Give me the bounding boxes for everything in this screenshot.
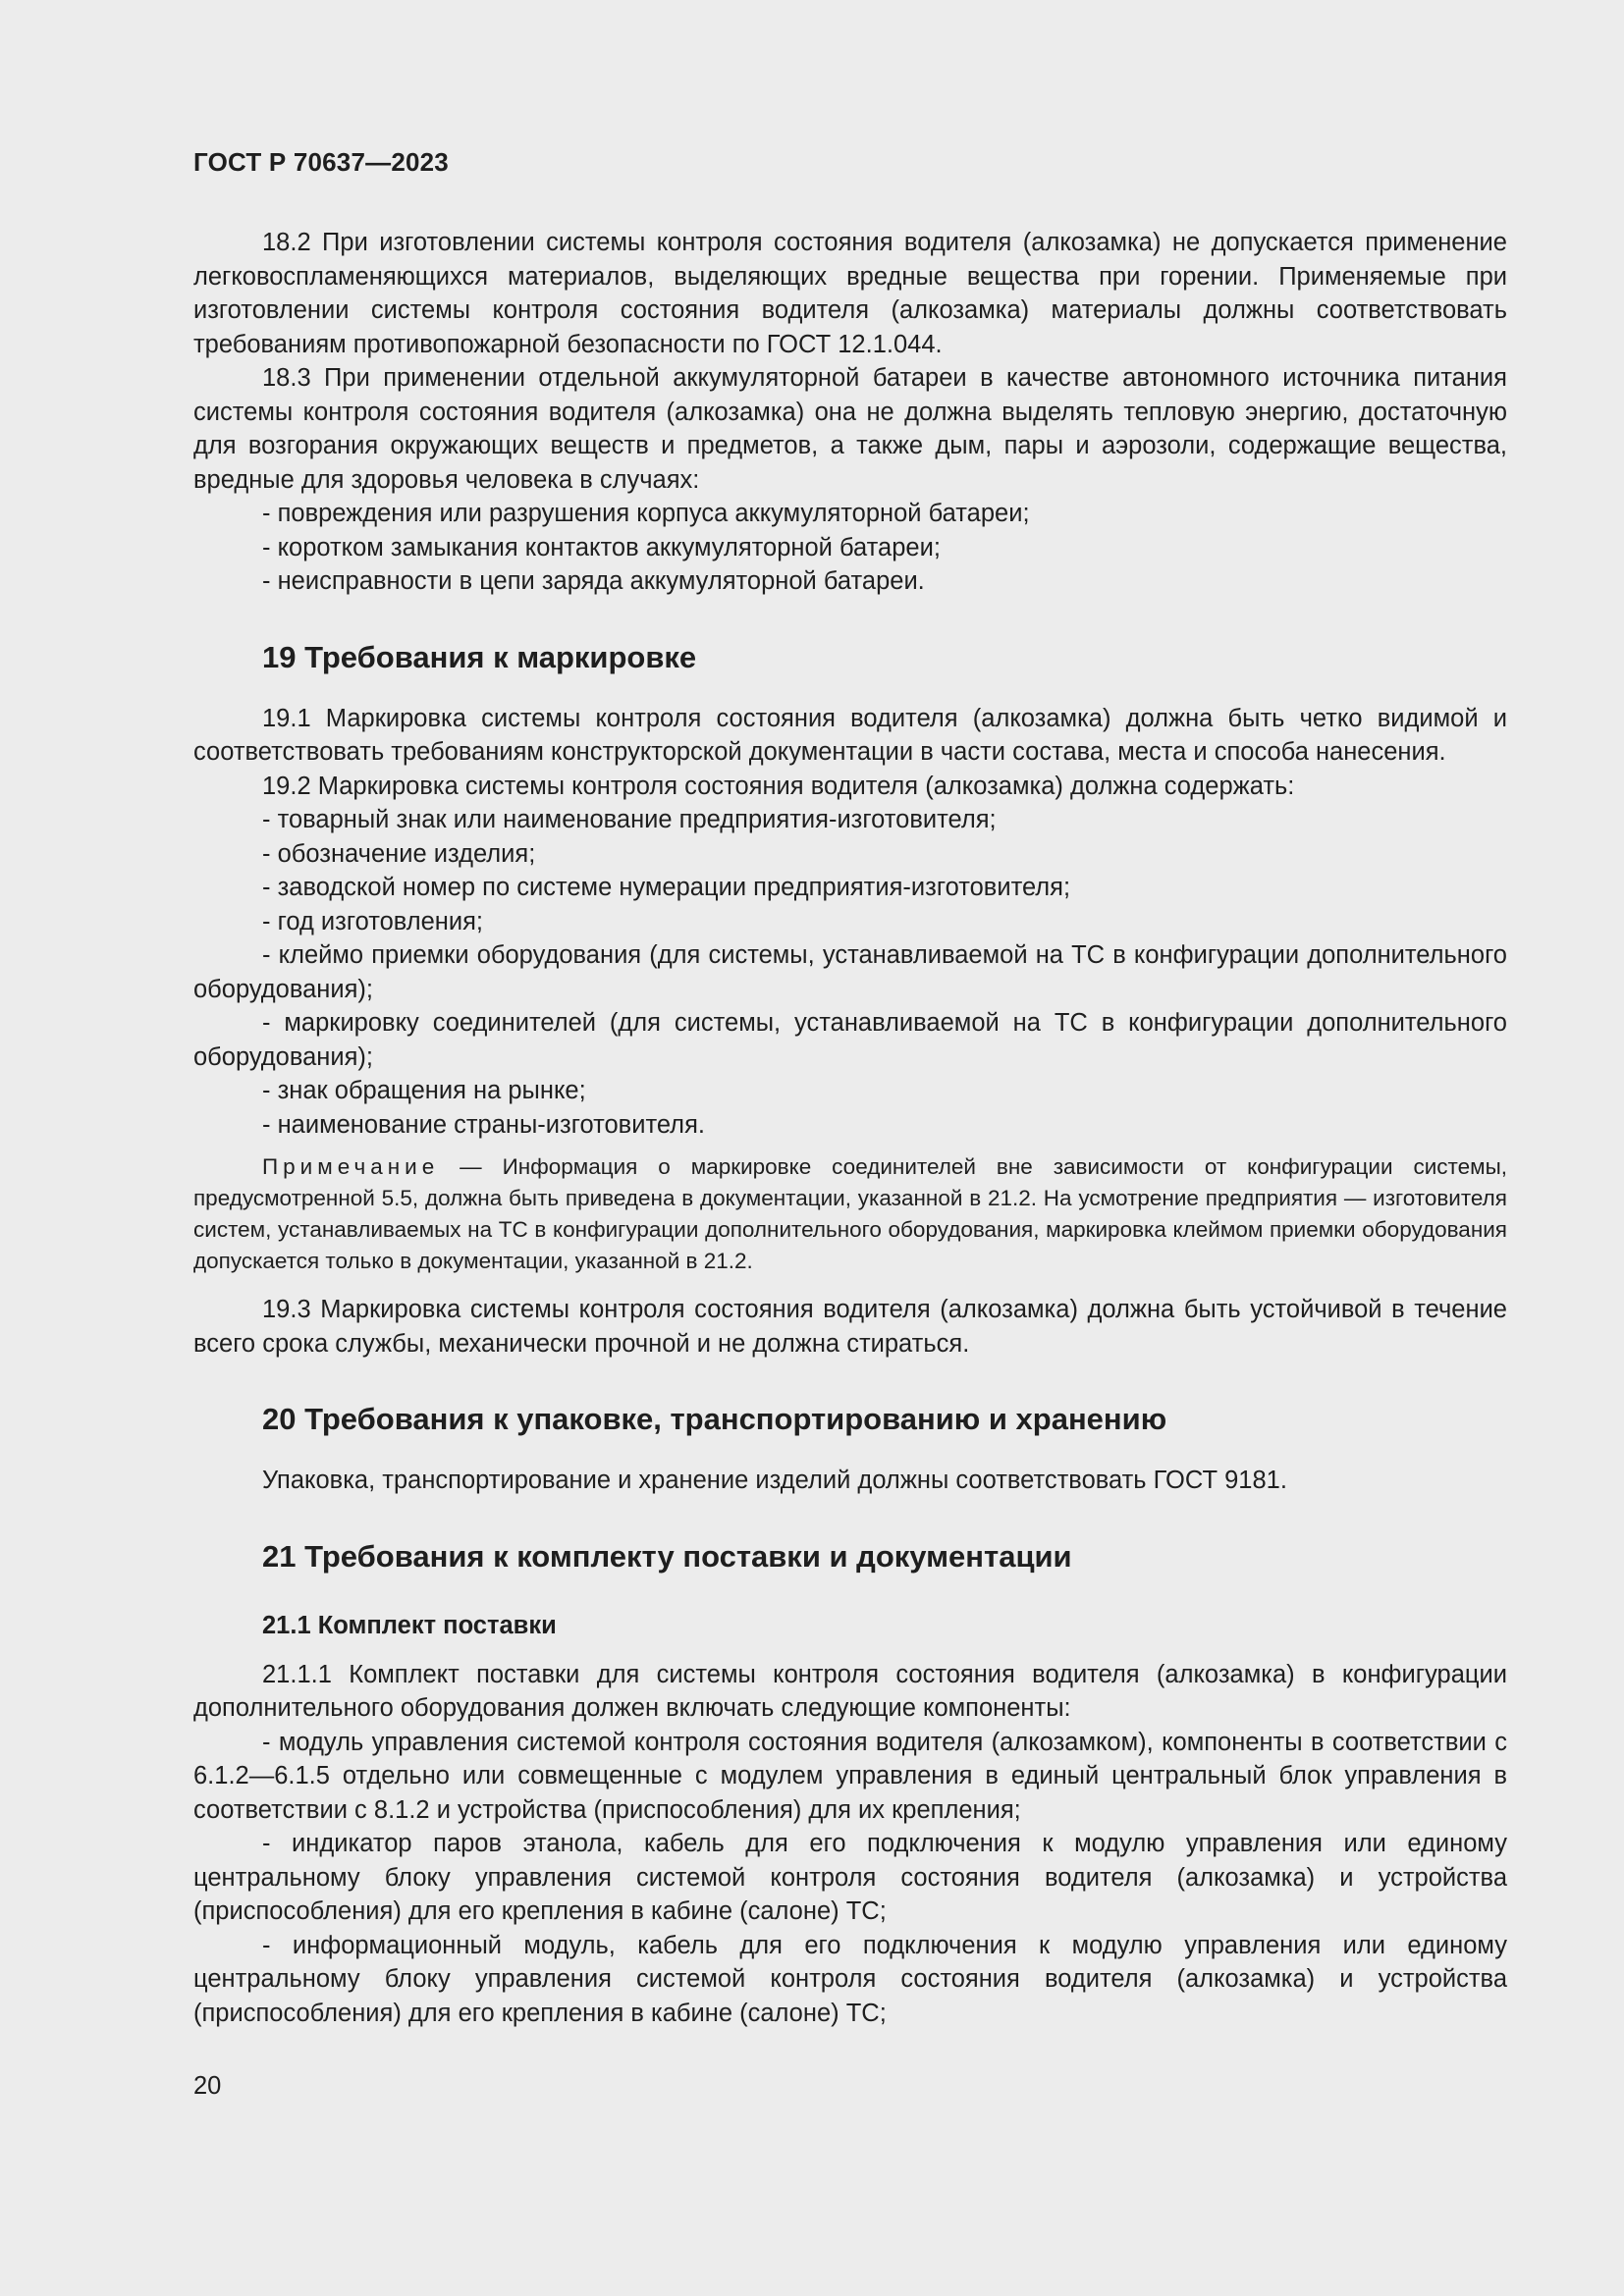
note-text: — Информация о маркировке соединителей вне зависимости от конфигурации системы, предусмотренной 5.5, должна быть приведена в документации, указанной в 21.2. На усмотрение предприятия — изготовителя систем, устанавливаемых на ТС в конфигурации дополнительного оборудования, маркировка клеймом приемки оборудования допускается только в документации, указанной в 21.2. [193, 1154, 1507, 1273]
paragraph-20: Упаковка, транспортирование и хранение изделий должны соответствовать ГОСТ 9181. [262, 1467, 1287, 1494]
document-body [193, 226, 1507, 2030]
list-item: - маркировку соединителей (для системы, устанавливаемой на ТС в конфигурации дополнительного оборудования); [193, 1009, 1507, 1071]
document-code-header: ГОСТ Р 70637—2023 [193, 147, 449, 177]
paragraph-19-3: 19.3 Маркировка системы контроля состояния водителя (алкозамка) должна быть устойчивой в течение всего срока службы, механически прочной и не должна стираться. [193, 1296, 1507, 1358]
page-number: 20 [193, 2072, 222, 2100]
note-block [193, 1151, 1507, 1277]
paragraph-18-2: 18.2 При изготовлении системы контроля состояния водителя (алкозамка) не допускается применение легковоспламеняющихся материалов, выделяющих вредные вещества при горении. Применяемые при изготовлении системы контроля состояния водителя (алкозамка) материалы должны соответствовать требованиям противопожарной безопасности по ГОСТ 12.1.044. [193, 229, 1507, 358]
note-label: Примечание [262, 1154, 440, 1179]
list-item: - неисправности в цепи заряда аккумуляторной батареи. [262, 567, 925, 595]
list-item: - обозначение изделия; [262, 839, 536, 868]
section-heading-20: 20 Требования к упаковке, транспортированию и хранению [262, 1402, 1167, 1436]
list-item: - наименование страны-изготовителя. [262, 1110, 705, 1139]
paragraph-21-1-1: 21.1.1 Комплект поставки для системы контроля состояния водителя (алкозамка) в конфигурации дополнительного оборудования должен включать следующие компоненты: [193, 1660, 1507, 1722]
list-item: - клеймо приемки оборудования (для системы, устанавливаемой на ТС в конфигурации дополнительного оборудования); [193, 941, 1507, 1003]
paragraph-19-1: 19.1 Маркировка системы контроля состояния водителя (алкозамка) должна быть четко видимой и соответствовать требованиям конструкторской документации в части состава, места и способа нанесения. [193, 704, 1507, 766]
section-heading-19: 19 Требования к маркировке [262, 639, 697, 674]
list-item: - заводской номер по системе нумерации предприятия-изготовителя; [262, 874, 1071, 901]
list-item: - индикатор паров этанола, кабель для его подключения к модулю управления или единому центральному блоку управления системой контроля состояния водителя (алкозамка) и устройства (приспособления) для его крепления в кабине (салоне) ТС; [193, 1830, 1507, 1925]
paragraph-18-3: 18.3 При применении отдельной аккумуляторной батареи в качестве автономного источника питания системы контроля состояния водителя (алкозамка) она не должна выделять тепловую энергию, достаточную для возгорания окружающих веществ и предметов, а также дым, пары и аэрозоли, содержащие вещества, вредные для здоровья человека в случаях: [193, 364, 1507, 494]
subsection-heading-21-1: 21.1 Комплект поставки [262, 1611, 557, 1639]
paragraph-19-2: 19.2 Маркировка системы контроля состояния водителя (алкозамка) должна содержать: [262, 772, 1295, 800]
list-item: - коротком замыкания контактов аккумуляторной батареи; [262, 533, 941, 561]
section-heading-21: 21 Требования к комплекту поставки и документации [262, 1538, 1072, 1574]
list-item: - товарный знак или наименование предприятия-изготовителя; [262, 806, 997, 833]
list-item: - информационный модуль, кабель для его подключения к модулю управления или единому центральному блоку управления системой контроля состояния водителя (алкозамка) и устройства (приспособления) для его крепления в кабине (салоне) ТС; [193, 1931, 1507, 2027]
list-item: - год изготовления; [262, 907, 484, 935]
list-item: - знак обращения на рынке; [262, 1077, 586, 1104]
list-item: - модуль управления системой контроля состояния водителя (алкозамком), компоненты в соответствии с 6.1.2—6.1.5 отдельно или совмещенные с модулем управления в единый центральный блок управления в соответствии с 8.1.2 и устройства (приспособления) для их крепления; [193, 1728, 1507, 1824]
list-item: - повреждения или разрушения корпуса аккумуляторной батареи; [262, 500, 1030, 527]
